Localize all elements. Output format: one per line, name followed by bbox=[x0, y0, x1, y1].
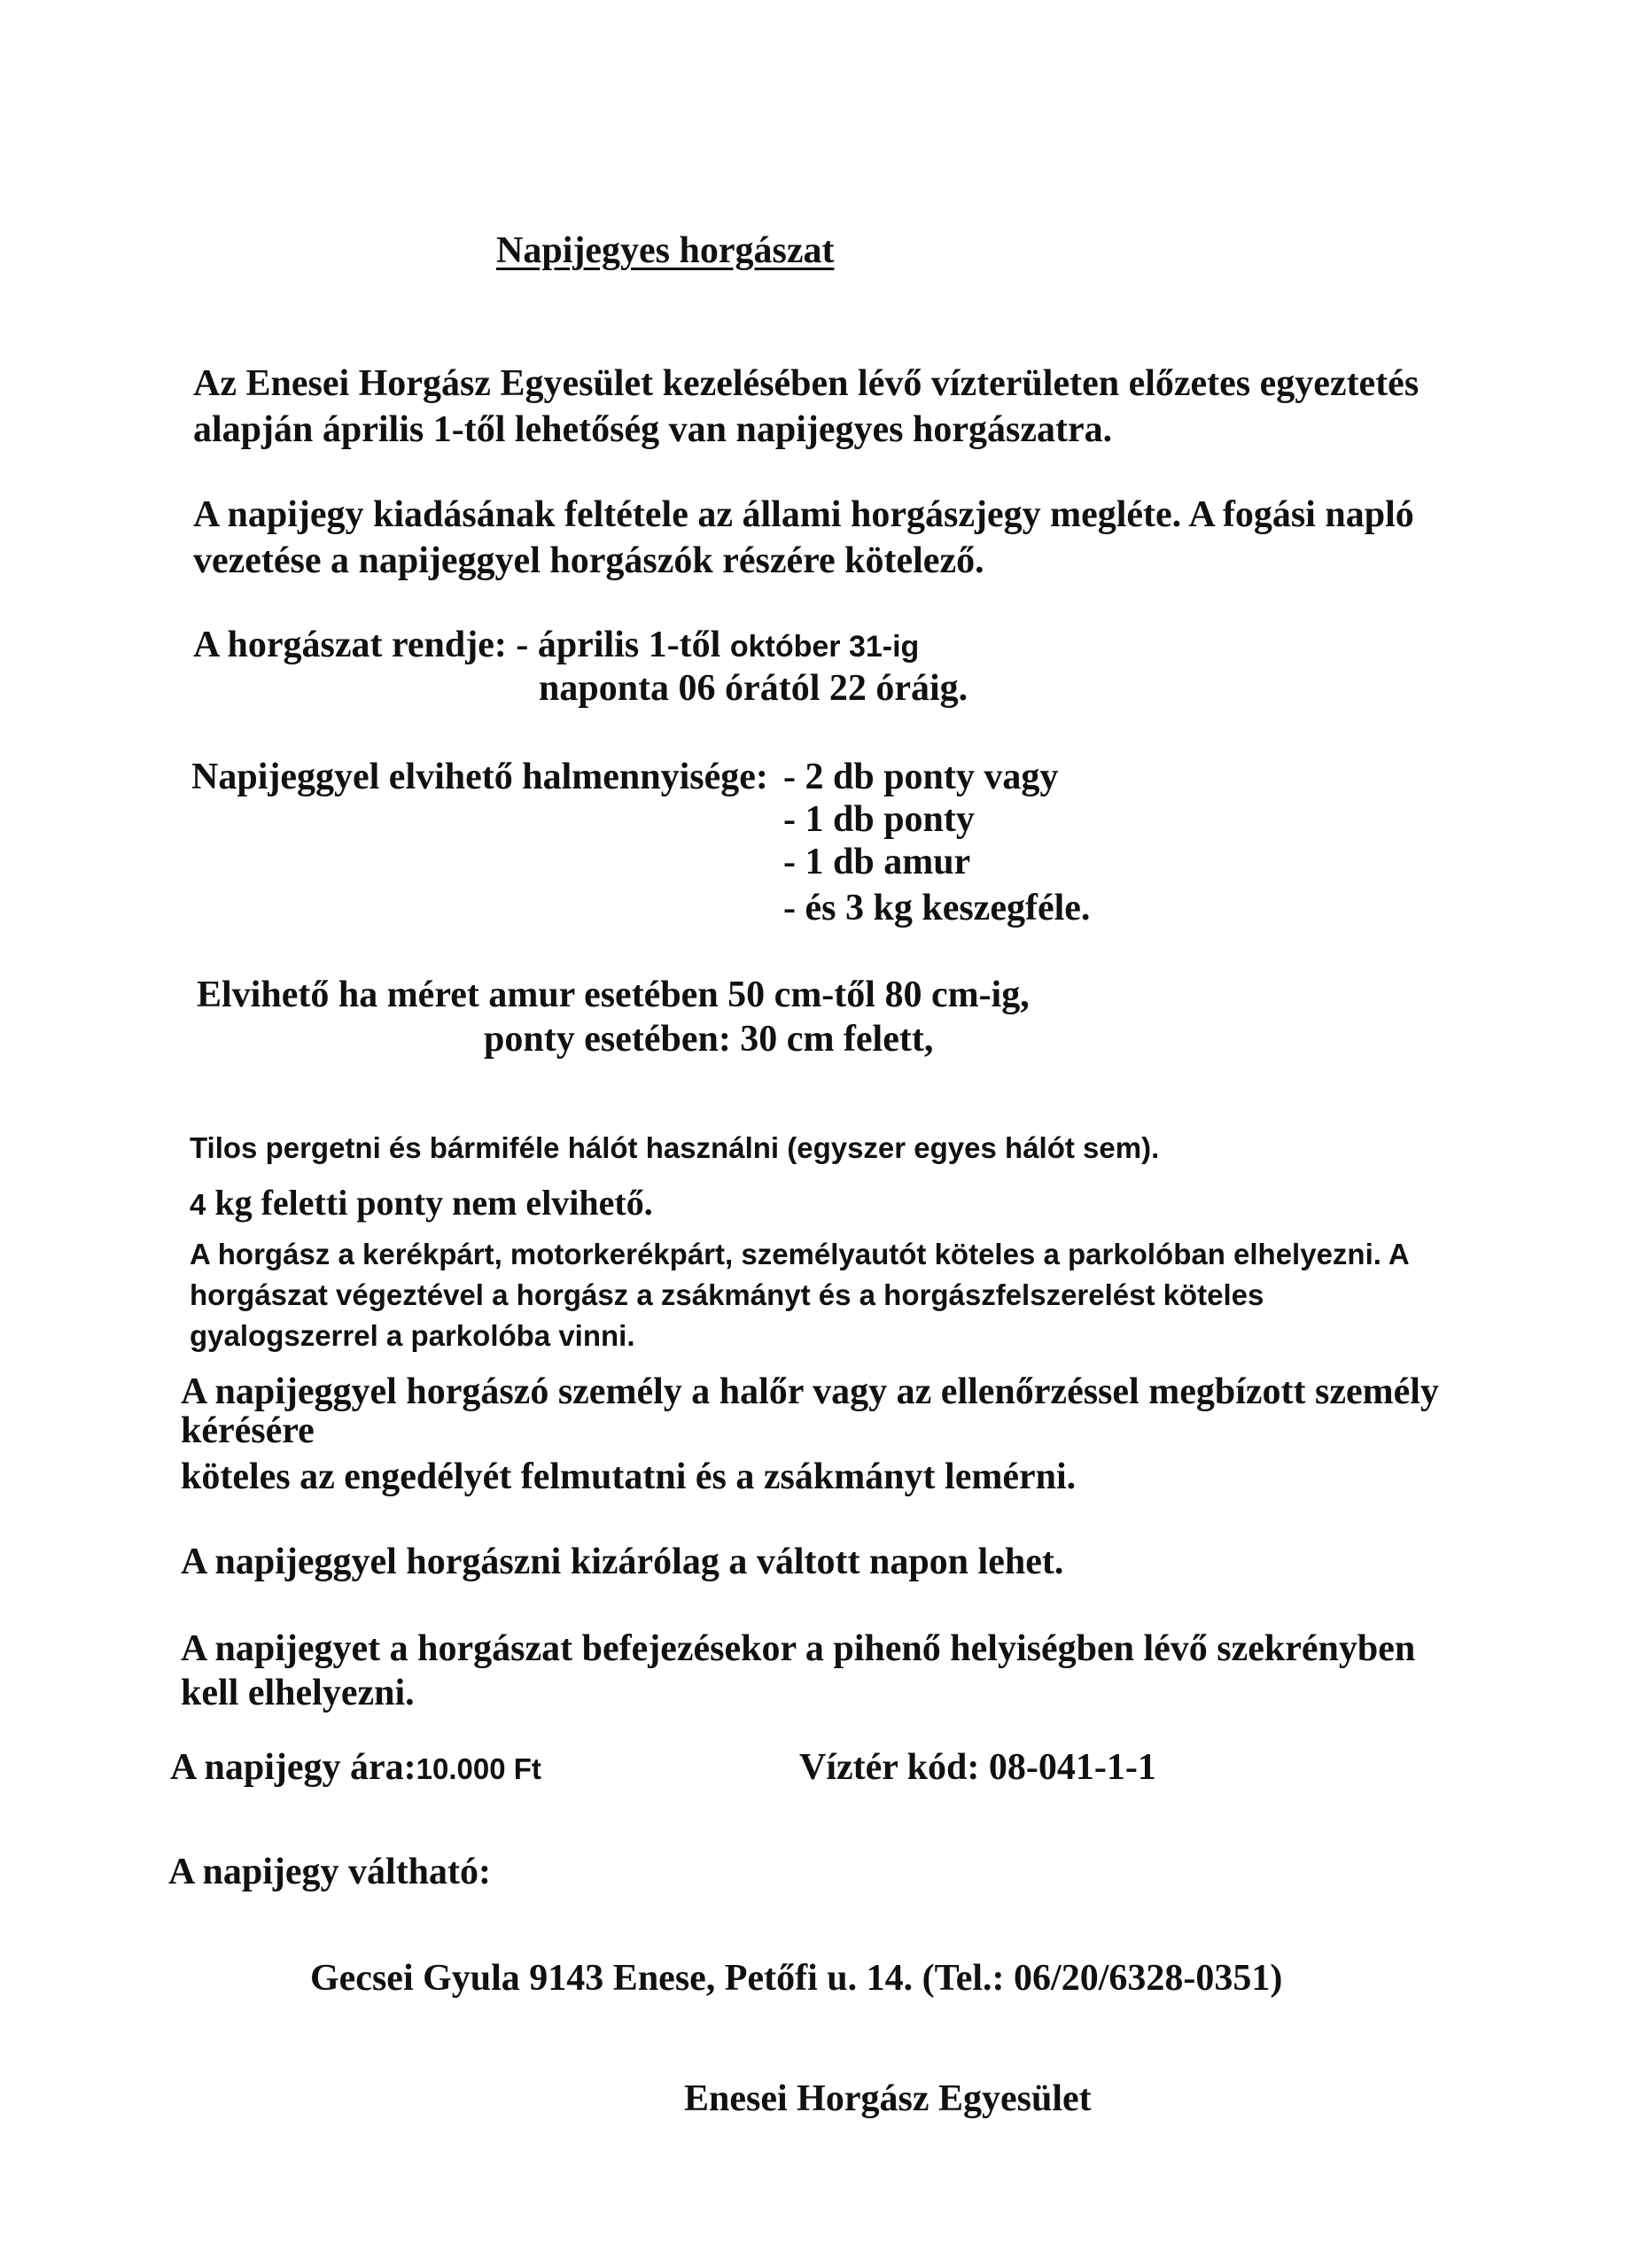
parking-rule-line-2: horgászat végeztével a horgász a zsákmányt és a horgászfelszerelést köteles bbox=[190, 1278, 1264, 1311]
water-code: Víztér kód: 08-041-1-1 bbox=[799, 1747, 1156, 1788]
schedule-line-1 bbox=[193, 623, 919, 669]
catch-limit-item: - és 3 kg keszegféle. bbox=[783, 888, 1091, 928]
contact-info: Gecsei Gyula 9143 Enese, Petőfi u. 14. (Tel.: 06/20/6328-0351) bbox=[310, 1958, 1283, 1999]
catch-limit-label: Napijeggyel elvihető halmennyisége: bbox=[191, 757, 768, 797]
schedule-hours: naponta 06 órától 22 óráig. bbox=[539, 668, 968, 709]
condition-line-2: vezetése a napijeggyel horgászók részére kötelező. bbox=[193, 540, 984, 581]
price-line bbox=[170, 1745, 541, 1791]
catch-limit-item: - 1 db ponty bbox=[783, 799, 975, 840]
inspection-line-3: köteles az engedélyét felmutatni és a zsákmányt lemérni. bbox=[181, 1456, 1077, 1497]
carp-weight-number: 4 bbox=[190, 1188, 206, 1221]
parking-rule-line-3: gyalogszerrel a parkolóba vinni. bbox=[190, 1319, 635, 1352]
catch-limit-item: - 2 db ponty vagy bbox=[783, 757, 1059, 797]
schedule-end-date: október 31-ig bbox=[729, 630, 920, 664]
catch-limit-item: - 1 db amur bbox=[783, 842, 971, 882]
available-label: A napijegy váltható: bbox=[168, 1852, 492, 1892]
size-limit-line-2: ponty esetében: 30 cm felett, bbox=[484, 1019, 934, 1060]
carp-weight-rule bbox=[190, 1182, 653, 1226]
return-ticket-line-2: kell elhelyezni. bbox=[181, 1673, 415, 1713]
parking-rule-line-1: A horgász a kerékpárt, motorkerékpárt, személyautót köteles a parkolóban elhelyezni. A bbox=[190, 1238, 1410, 1270]
condition-line-1: A napijegy kiadásának feltétele az állami horgászjegy megléte. A fogási napló bbox=[193, 494, 1414, 535]
intro-line-1: Az Enesei Horgász Egyesület kezelésében lévő vízterületen előzetes egyeztetés bbox=[193, 363, 1420, 404]
intro-line-2: alapján április 1-től lehetőség van napijegyes horgászatra. bbox=[193, 409, 1113, 450]
inspection-line-2: kérésére bbox=[181, 1410, 315, 1451]
document-title: Napijegyes horgászat bbox=[496, 230, 835, 271]
return-ticket-line-1: A napijegyet a horgászat befejezésekor a pihenő helyiségben lévő szekrényben bbox=[181, 1628, 1416, 1669]
carp-weight-text: kg feletti ponty nem elvihető. bbox=[214, 1183, 653, 1223]
size-limit-line-1: Elvihető ha méret amur esetében 50 cm-től 80 cm-ig, bbox=[197, 975, 1030, 1015]
day-only-rule: A napijeggyel horgászni kizárólag a váltott napon lehet. bbox=[181, 1542, 1064, 1582]
no-spinning-rule: Tilos pergetni és bármiféle hálót használni (egyszer egyes hálót sem). bbox=[190, 1131, 1160, 1164]
inspection-line-1: A napijeggyel horgászó személy a halőr vagy az ellenőrzéssel megbízott személy bbox=[181, 1371, 1439, 1412]
price-label: A napijegy ára: bbox=[170, 1747, 416, 1788]
schedule-label: A horgászat rendje: - április 1-től bbox=[193, 625, 721, 665]
signature-organization: Enesei Horgász Egyesület bbox=[684, 2078, 1092, 2119]
price-value: 10.000 Ft bbox=[416, 1752, 541, 1785]
